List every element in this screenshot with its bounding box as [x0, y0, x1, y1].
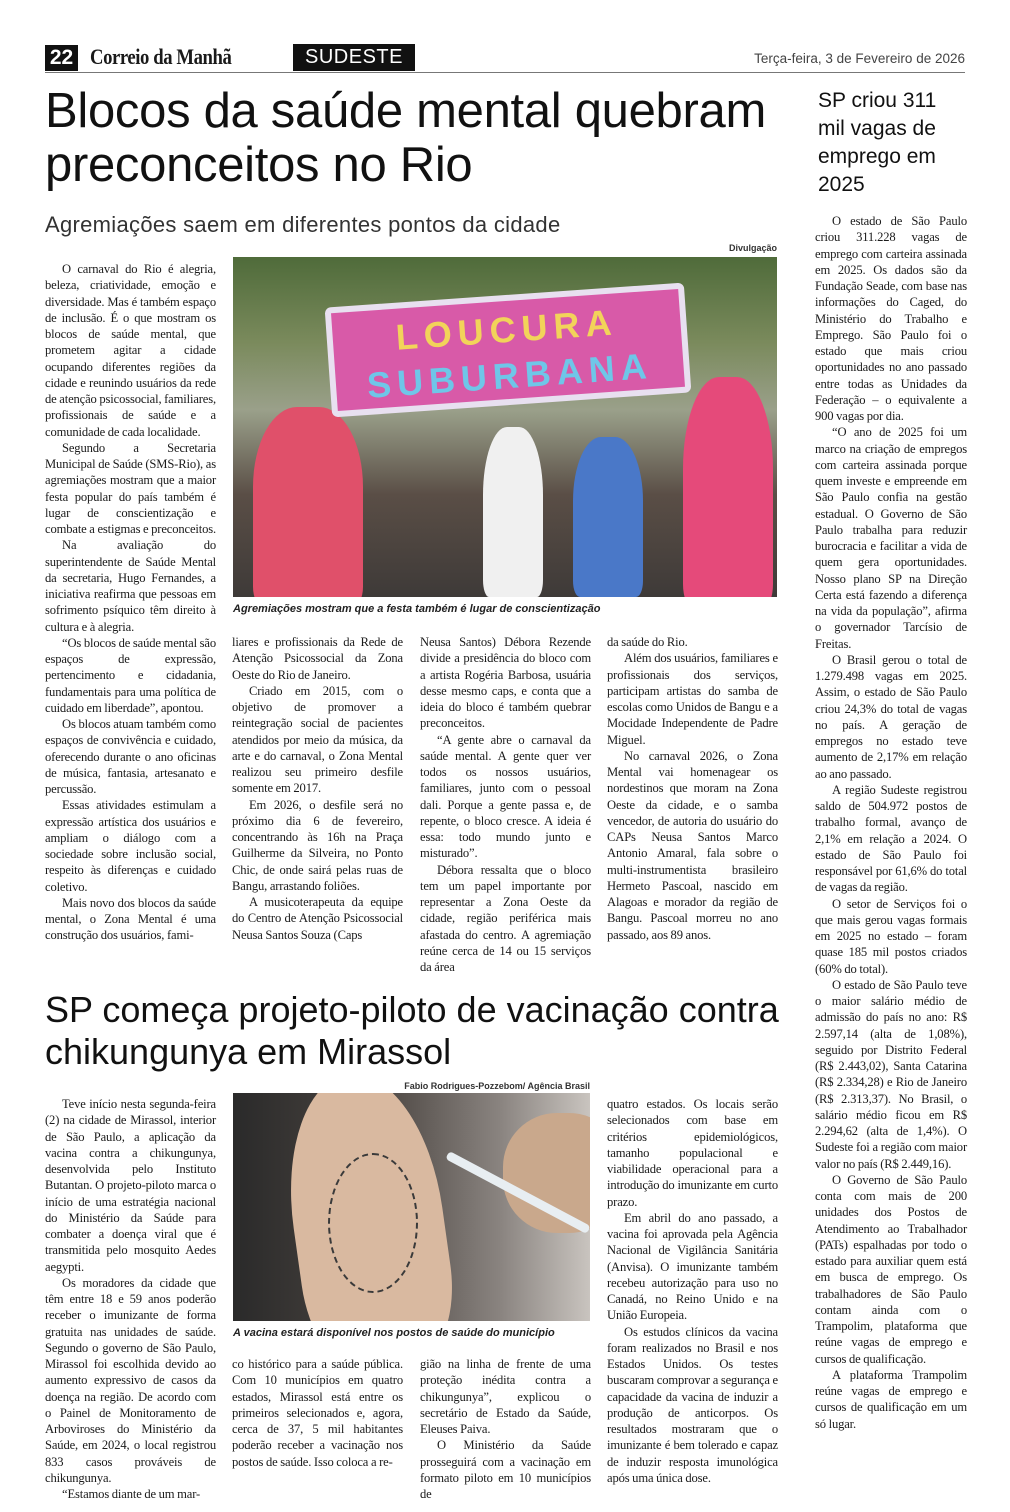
- paragraph: O estado de São Paulo teve o maior salário médio de admissão do país no ano: R$ 2.597,14 (alta de 1,08%), seguido por Distrito Federal (R$ 2.443,02), Santa Catarina (R$ 2.334,28) e Rio de Janeiro (R$ 2.313,37). No Brasil, o salário médio ficou em R$ 2.294,62 (alta de 1,4%). O Sudeste foi a região com maior valor no país (R$ 2.449,16).: [815, 977, 967, 1171]
- article2-caption: A vacina estará disponível nos postos de saúde do município: [233, 1327, 555, 1339]
- paragraph: Os blocos atuam também como espaços de convivência e cuidado, oferecendo durante o ano oficinas de música, fantasia, artesanato e percussão.: [45, 717, 216, 796]
- paragraph: No carnaval 2026, o Zona Mental vai homenagear os nordestinos que moram na Zona Oeste da cidade, e o samba vencedor, de autoria do usuário do CAPs Neusa Santos Marco Antonio Amaral, fala sobre o multi-instrumentista brasileiro Hermeto Pascoal, nascido em Alagoas e morador da região de Bangu. Pascoal morreu no ano passado, aos 89 anos.: [607, 748, 778, 942]
- paragraph: Neusa Santos) Débora Rezende divide a presidência do bloco com a artista Rogéria Barbosa, usuária desse mesmo caps, e conta que a ideia do bloco é também quebrar preconceitos.: [420, 635, 591, 731]
- article1-column-3: [420, 634, 591, 975]
- paragraph: gião na linha de frente de uma proteção inédita contra a chikungunya”, explicou o secretário de Estado da Saúde, Eleuses Paiva.: [420, 1357, 591, 1436]
- paragraph: Débora ressalta que o bloco tem um papel importante por representar a Zona Oeste da cidade, região periférica mais afastada do centro. A agremiação reúne cerca de 14 ou 15 serviços da área: [420, 862, 591, 974]
- paragraph: Os moradores da cidade que têm entre 18 e 59 anos poderão receber o imunizante de forma gratuita nas unidades de saúde. Segundo o governo de São Paulo, Mirassol foi escolhida devido ao aumento expressivo de casos da doença na região. De acordo com o Painel de Monitoramento de Arboviroses do Ministério da Saúde, em 2024, o local registrou 833 casos prováveis de chikungunya.: [45, 1275, 216, 1485]
- paragraph: Em 2026, o desfile será no próximo dia 6 de fevereiro, concentrando às 16h na Praça Guilherme da Silveira, no Ponto Chic, de onde sairá pelas ruas de Bangu, arrastando foliões.: [232, 797, 403, 893]
- article1-headline: Blocos da saúde mental quebram preconceitos no Rio: [45, 84, 766, 192]
- paragraph: O Governo de São Paulo conta com mais de 200 unidades dos Postos de Atendimento ao Trabalhador (PATs) espalhadas por todo o estado para auxiliar quem está em busca de emprego. Os trabalhadores de São Paulo contam ainda com o Trampolim, plataforma que reúne vagas de emprego e cursos de qualificação.: [815, 1172, 967, 1366]
- paragraph: Segundo a Secretaria Municipal de Saúde (SMS-Rio), as agremiações mostram que a maior festa popular do país também é lugar de conscientização e combate a estigmas e preconceitos.: [45, 440, 216, 536]
- paragraph: Os estudos clínicos da vacina foram realizados no Brasil e nos Estados Unidos. Os testes buscaram comprovar a segurança e capacidade da vacina de induzir a produção de anticorpos. Os resultados mostraram que o imunizante é bem tolerado e capaz de induzir resposta imunológica após uma única dose.: [607, 1324, 778, 1485]
- photo-sign: [325, 283, 692, 418]
- paragraph: A região Sudeste registrou saldo de 504.972 postos de trabalho formal, avanço de 2,1% em relação a 2024. O estado de São Paulo foi responsável por 61,6% do total de vagas da região.: [815, 782, 967, 895]
- sidebar-column: [815, 213, 967, 1432]
- paragraph: Em abril do ano passado, a vacina foi aprovada pela Agência Nacional de Vigilância Sanitária (Anvisa). O imunizante também recebeu autorização para uso no Canadá, no Reino Unido e na União Europeia.: [607, 1210, 778, 1323]
- paragraph: “Os blocos de saúde mental são espaços de expressão, pertencimento e cidadania, fundamentais para uma política de cuidado em liberdade”, apontou.: [45, 635, 216, 715]
- article1-photo: [233, 257, 777, 597]
- page-number: 22: [45, 45, 78, 71]
- paragraph: Teve início nesta segunda-feira (2) na cidade de Mirassol, interior de São Paulo, a aplicação da vacina contra a chikungunya, desenvolvida pelo Instituto Butantan. O projeto-piloto marca o início de uma estratégia nacional do Ministério da Saúde para combater a doença viral que é transmitida pelo mosquito Aedes aegypti.: [45, 1097, 216, 1274]
- paragraph: “A gente abre o carnaval da saúde mental. A gente quer ver todos os nossos usuários, familiares, junto com o pessoal dali. Porque a gente passa e, de repente, o bloco cresce. A ideia é essa: todo mundo junto e misturado”.: [420, 732, 591, 861]
- article2-photo-credit: Fabio Rodrigues-Pozzebom/ Agência Brasil: [404, 1081, 590, 1091]
- paragraph: Mais novo dos blocos da saúde mental, o Zona Mental é uma construção dos usuários, fami-: [45, 895, 216, 943]
- header-rule: [45, 72, 965, 73]
- article1-column-4: [607, 634, 778, 943]
- section-label: SUDESTE: [293, 44, 415, 71]
- paragraph: O setor de Serviços foi o que mais gerou vagas formais em 2025 no estado – foram quase 185 mil postos criados (60% do total).: [815, 896, 967, 976]
- article1-subheadline: Agremiações saem em diferentes pontos da cidade: [45, 212, 561, 237]
- paragraph: “Estamos diante de um mar-: [62, 1487, 201, 1501]
- issue-date: Terça-feira, 3 de Fevereiro de 2026: [754, 51, 965, 66]
- article2-column-3: [420, 1356, 591, 1502]
- paragraph: “O ano de 2025 foi um marco na criação de empregos com carteira assinada porque quem investe e empreende em São Paulo confia na gestão estadual. O Governo de São Paulo trabalha para reduzir burocracia e facilitar a vida de quem gera oportunidades. Nosso plano SP na Direção Certa está fazendo a diferença na vida da população”, afirma o governador Tarcísio de Freitas.: [815, 425, 967, 651]
- paragraph: Essas atividades estimulam a expressão artística dos usuários e ampliam o diálogo com a sociedade sobre inclusão social, respeito às diferenças e cuidado coletivo.: [45, 798, 216, 894]
- article2-column-2: [232, 1356, 403, 1470]
- paragraph: O carnaval do Rio é alegria, beleza, criatividade, emoção e diversidade. Mas é também espaço de inclusão. É o que mostram os blocos de saúde mental, que prometem agitar a cidade ocupando diferentes regiões da cidade e reunindo usuários da rede de atenção psicossocial, familiares, profissionais de saúde e a comunidade de cada localidade.: [45, 262, 216, 439]
- paragraph: A plataforma Trampolim reúne vagas de emprego e cursos de qualificação em um só lugar.: [815, 1367, 967, 1431]
- article1-photo-credit: Divulgação: [728, 243, 777, 253]
- article1-column-2: [232, 634, 403, 943]
- article1-caption: Agremiações mostram que a festa também é lugar de conscientização: [233, 603, 601, 615]
- paragraph: Na avaliação do superintendente de Saúde Mental da secretaria, Hugo Fernandes, a iniciativa reafirma que pessoas em sofrimento psíquico têm direito à cultura e à alegria.: [45, 538, 216, 634]
- paragraph: da saúde do Rio.: [607, 635, 688, 649]
- paragraph: Além dos usuários, familiares e profissionais dos serviços, participam artistas do samba de escolas como Unidos de Bangu e a Mocidade Independente de Padre Miguel.: [607, 651, 778, 747]
- paragraph: quatro estados. Os locais serão selecionados com base em critérios epidemiológicos, tamanho populacional e viabilidade operacional para a introdução do imunizante em curto prazo.: [607, 1097, 778, 1209]
- paragraph: Criado em 2015, com o objetivo de promover a reintegração social de pacientes atendidos por meio da música, da arte e do carnaval, o Zona Mental realizou seu primeiro desfile somente em 2017.: [232, 683, 403, 796]
- paragraph: O Brasil gerou o total de 1.279.498 vagas em 2025. Assim, o estado de São Paulo criou 24,3% do total de vagas no país. A geração de empregos no estado teve aumento de 2,17% em relação ao ano passado.: [815, 652, 967, 781]
- article2-photo: [233, 1093, 590, 1321]
- paragraph: O estado de São Paulo criou 311.228 vagas de emprego com carteira assinada em 2025. Os dados são da Fundação Seade, com base nas informações do Caged, do Ministério do Trabalho e Emprego. São Paulo foi o estado que mais criou oportunidades no ano passado entre todas as Unidades da Federação – o equivalente a 900 vagas por dia.: [815, 214, 967, 423]
- newspaper-name: Correio da Manhã: [90, 44, 232, 69]
- paragraph: liares e profissionais da Rede de Atenção Psicossocial da Zona Oeste do Rio de Janeiro.: [232, 635, 403, 682]
- article2-column-4: [607, 1096, 778, 1486]
- paragraph: O Ministério da Saúde prosseguirá com a vacinação em formato piloto em 10 municípios de: [420, 1438, 591, 1501]
- sign-text-line2: SUBURBANA: [365, 345, 654, 406]
- sidebar-headline: SP criou 311 mil vagas de emprego em 2025: [818, 89, 937, 196]
- paragraph: co histórico para a saúde pública. Com 10 municípios em quatro estados, Mirassol está entre os primeiros selecionados e, agora, cerca de 37, 5 mil habitantes poderão receber a vacinação nos postos de saúde. Isso coloca a re-: [232, 1357, 403, 1469]
- sign-text-line1: LOUCURA: [394, 301, 619, 358]
- article2-headline: SP começa projeto-piloto de vacinação contra chikungunya em Mirassol: [45, 989, 779, 1072]
- paragraph: A musicoterapeuta da equipe do Centro de Atenção Psicossocial Neusa Santos Souza (Caps: [232, 895, 403, 942]
- article1-column-1: [45, 261, 216, 944]
- article2-column-1: [45, 1096, 216, 1502]
